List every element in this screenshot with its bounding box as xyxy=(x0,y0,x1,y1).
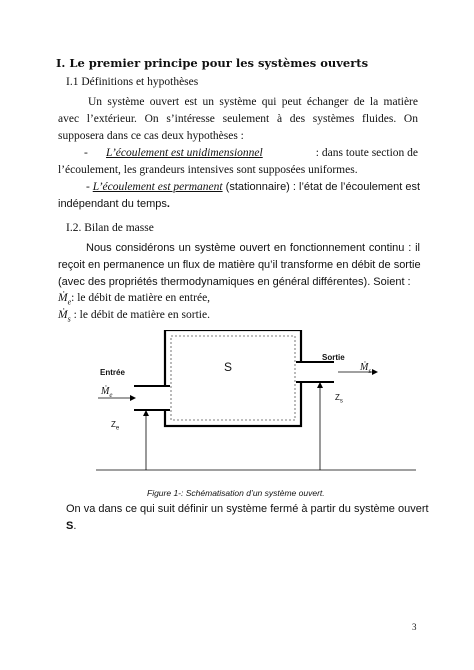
paragraph-line: reçoit en permanence un flux de matière qu’il transforme en débit de sortie xyxy=(58,259,421,271)
definition-inlet-flow xyxy=(58,292,210,306)
system-label: S xyxy=(224,360,233,374)
subsection-title-mass-balance: I.2. Bilan de masse xyxy=(66,222,154,234)
paragraph-line: supposera dans ce cas deux hypothèses : xyxy=(58,130,244,142)
hypothesis-text: (stationnaire) : l’état de l’écoulement est xyxy=(222,181,421,193)
paragraph-line: Un système ouvert est un système qui peut échanger de la matière xyxy=(88,96,418,108)
hypothesis-term: L’écoulement est unidimensionnel xyxy=(106,147,263,159)
zs-subscript: s xyxy=(339,398,343,405)
inlet-label: Entrée xyxy=(100,368,125,377)
hypothesis-text: : dans toute section de xyxy=(315,147,418,159)
outlet-gap xyxy=(297,362,304,382)
ms-subscript: s xyxy=(368,367,372,375)
paragraph-line: Nous considérons un système ouvert en fonctionnement continu : il xyxy=(86,242,420,254)
ze-label: Z xyxy=(111,420,116,429)
outlet-label: Sortie xyxy=(322,353,345,362)
open-system-diagram xyxy=(90,330,420,480)
closing-line: On va dans ce qui suit définir un système fermé à partir du système ouvert xyxy=(66,503,429,515)
list-dash: - xyxy=(86,181,93,193)
figure-caption: Figure 1-: Schématisation d’un système ouvert. xyxy=(147,488,325,498)
page-number: 3 xyxy=(412,622,417,632)
me-symbol: Ṁ xyxy=(58,292,68,304)
list-dash: - xyxy=(84,147,88,159)
definition-text: : le débit de matière en sortie. xyxy=(70,309,210,321)
me-subscript: e xyxy=(67,297,72,307)
control-volume xyxy=(171,336,295,420)
inlet-gap xyxy=(162,386,169,410)
inlet-flow-symbol xyxy=(101,386,112,399)
ms-symbol: Ṁ xyxy=(360,362,369,373)
hypothesis-term: L’écoulement est permanent xyxy=(92,181,223,193)
system-symbol: S xyxy=(66,520,74,532)
closing-line-2 xyxy=(66,520,76,532)
outlet-arrowhead xyxy=(372,369,378,375)
outlet-flow-symbol xyxy=(360,362,371,375)
ze-subscript: e xyxy=(115,425,120,432)
me-symbol: Ṁ xyxy=(101,386,110,397)
hypothesis-2-continuation xyxy=(58,198,170,210)
definition-text: : le débit de matière en entrée, xyxy=(71,292,211,304)
ms-symbol: Ṁ xyxy=(58,309,68,321)
definition-outlet-flow xyxy=(58,309,210,323)
section-title: I. Le premier principe pour les systèmes ouverts xyxy=(56,56,369,70)
hypothesis-2-text: indépendant du temps xyxy=(58,198,167,210)
system-boundary xyxy=(165,330,301,426)
inlet-height-label xyxy=(111,420,119,432)
outlet-height-label xyxy=(335,393,343,405)
hypothesis-1-continuation: l’écoulement, les grandeurs intensives sont supposées uniformes. xyxy=(58,164,358,176)
closing-dot: . xyxy=(73,520,77,532)
zs-label: Z xyxy=(335,393,340,402)
inlet-arrowhead xyxy=(130,395,136,401)
subsection-title-definitions: I.1 Définitions et hypothèses xyxy=(66,76,199,88)
hypothesis-2-dot: . xyxy=(166,198,170,210)
ms-subscript: s xyxy=(67,314,71,324)
me-subscript: e xyxy=(109,391,113,399)
hypothesis-2 xyxy=(86,181,420,193)
paragraph-line: avec l’extérieur. On s’intéresse seulement à des systèmes fluides. On xyxy=(58,113,418,125)
paragraph-line: (avec des propriétés thermodynamiques en général différentes). Soient : xyxy=(58,276,411,288)
